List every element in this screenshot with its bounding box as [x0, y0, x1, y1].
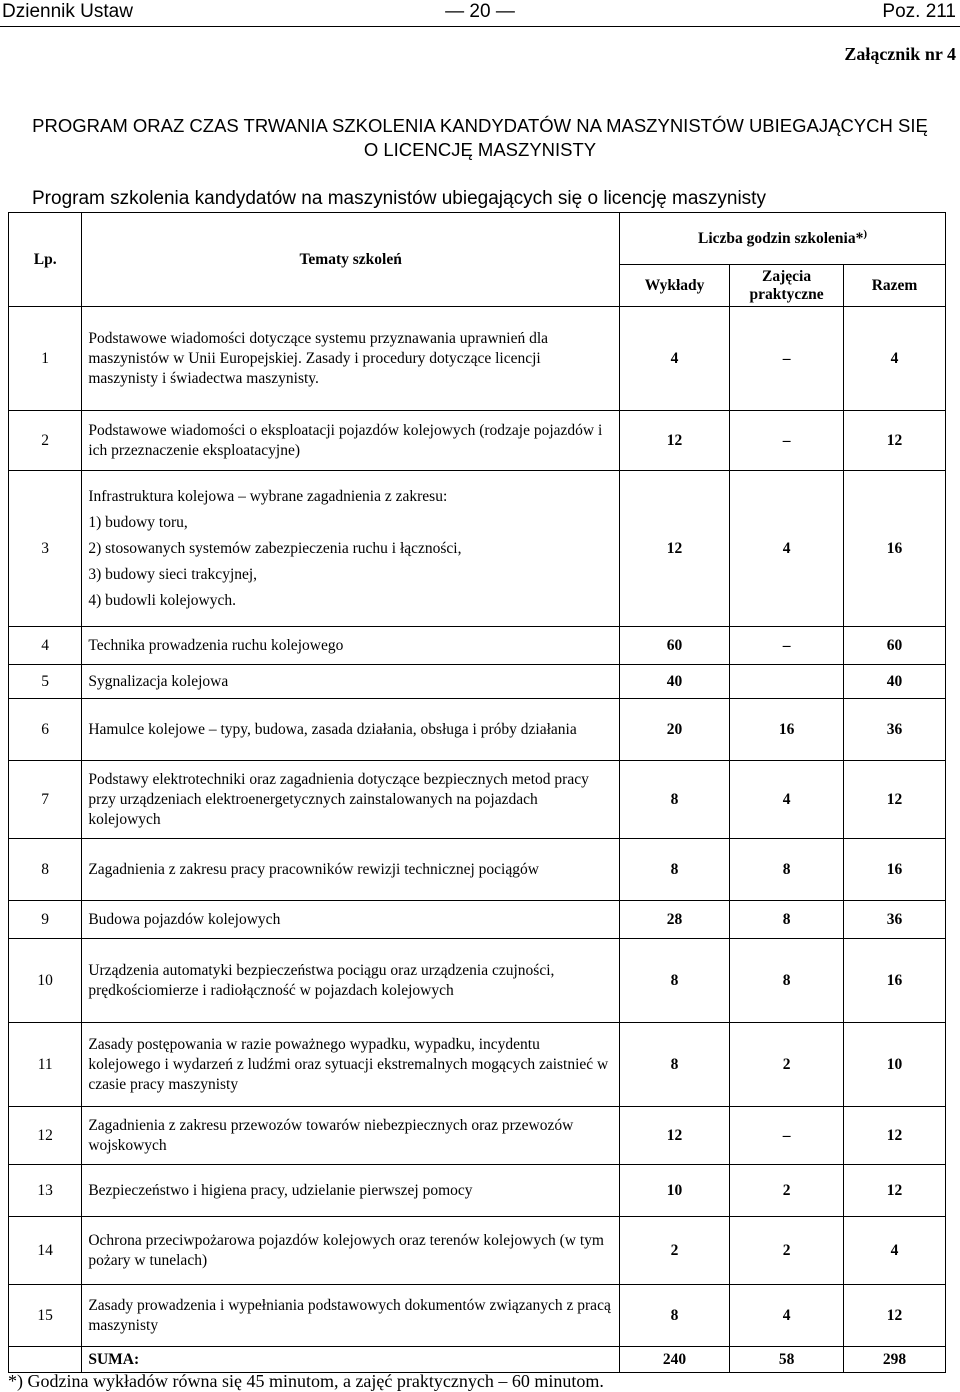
- table-row: [9, 665, 946, 699]
- row-practical: 4: [730, 471, 844, 627]
- row-topic: Sygnalizacja kolejowa: [82, 665, 620, 699]
- row-topic: Bezpieczeństwo i higiena pracy, udzielanie pierwszej pomocy: [82, 1165, 620, 1217]
- row-lp: 15: [9, 1285, 82, 1347]
- title-line-2: O LICENCJĘ MASZYNISTY: [363, 139, 597, 160]
- row-topic: [82, 471, 620, 627]
- sum-lectures: 240: [620, 1347, 730, 1373]
- row-lp: 5: [9, 665, 82, 699]
- header-lp: Lp.: [9, 213, 82, 307]
- row-practical: 8: [730, 939, 844, 1023]
- table-row: [9, 761, 946, 839]
- header-practical: Zajęcia praktyczne: [730, 265, 844, 307]
- list-item: 2) stosowanych systemów zabezpieczenia ruchu i łączności,: [88, 539, 462, 557]
- row-total: 12: [844, 411, 946, 471]
- row-topic: Zagadnienia z zakresu przewozów towarów niebezpiecznych oraz przewozów wojskowych: [82, 1107, 620, 1165]
- row-topic: Ochrona przeciwpożarowa pojazdów kolejowych oraz terenów kolejowych (w tym pożary w tunelach): [82, 1217, 620, 1285]
- table-row: [9, 1165, 946, 1217]
- table-row: [9, 939, 946, 1023]
- row-lectures: 8: [620, 939, 730, 1023]
- row-total: 16: [844, 471, 946, 627]
- annex-label: Załącznik nr 4: [844, 44, 956, 64]
- row-practical: –: [730, 307, 844, 411]
- program-subtitle: Program szkolenia kandydatów na maszynistów ubiegających się o licencję maszynisty: [32, 188, 766, 209]
- row-lectures: 10: [620, 1165, 730, 1217]
- row-practical: 2: [730, 1023, 844, 1107]
- position-number: Poz. 211: [882, 1, 956, 22]
- row-lp: 11: [9, 1023, 82, 1107]
- row-lp: 9: [9, 901, 82, 939]
- row-lectures: 8: [620, 1023, 730, 1107]
- header-hours-group-text: Liczba godzin szkolenia*: [698, 230, 864, 248]
- sum-lp-empty: [9, 1347, 82, 1373]
- row-topic: Podstawowe wiadomości dotyczące systemu przyznawania uprawnień dla maszynistów w Unii Europejskiej. Zasady i procedury dotyczące licencji maszynisty i świadectwa maszynisty.: [82, 307, 620, 411]
- sum-label: SUMA:: [82, 1347, 620, 1373]
- row-lectures: 12: [620, 411, 730, 471]
- sum-practical: 58: [730, 1347, 844, 1373]
- row-practical: 2: [730, 1217, 844, 1285]
- row-lectures: 12: [620, 1107, 730, 1165]
- header-hours-group: [620, 213, 946, 265]
- row-lectures: 60: [620, 627, 730, 665]
- sum-total: 298: [844, 1347, 946, 1373]
- row-topic: Podstawowe wiadomości o eksploatacji pojazdów kolejowych (rodzaje pojazdów i ich przeznaczenie eksploatacyjne): [82, 411, 620, 471]
- row-practical: 2: [730, 1165, 844, 1217]
- row-practical: 16: [730, 699, 844, 761]
- table-row: [9, 839, 946, 901]
- row-total: 16: [844, 939, 946, 1023]
- row-practical: 4: [730, 761, 844, 839]
- footnote-text: Godzina wykładów równa się 45 minutom, a zajęć praktycznych – 60 minutom.: [27, 1371, 604, 1391]
- row-lp: 1: [9, 307, 82, 411]
- row-lectures: 28: [620, 901, 730, 939]
- table-row: [9, 1107, 946, 1165]
- row-lp: 14: [9, 1217, 82, 1285]
- table-row: [9, 1217, 946, 1285]
- row-lp: 3: [9, 471, 82, 627]
- row-lectures: 8: [620, 839, 730, 901]
- page-number: — 20 —: [445, 1, 515, 22]
- row-practical: –: [730, 627, 844, 665]
- row-practical: 4: [730, 1285, 844, 1347]
- row-lectures: 12: [620, 471, 730, 627]
- title-line-1: PROGRAM ORAZ CZAS TRWANIA SZKOLENIA KANDYDATÓW NA MASZYNISTÓW UBIEGAJĄCYCH SIĘ: [32, 115, 928, 136]
- row-lp: 7: [9, 761, 82, 839]
- row-practical: 8: [730, 901, 844, 939]
- row-topic: Zasady postępowania w razie poważnego wypadku, wypadku, incydentu kolejowego i wydarzeń z ludźmi oraz sytuacji ekstremalnych mogących zaistnieć w czasie pracy maszynisty: [82, 1023, 620, 1107]
- table-row: [9, 411, 946, 471]
- row-lp: 8: [9, 839, 82, 901]
- row-topic: Technika prowadzenia ruchu kolejowego: [82, 627, 620, 665]
- table-row: [9, 1023, 946, 1107]
- row-lp: 2: [9, 411, 82, 471]
- row-practical: 8: [730, 839, 844, 901]
- table-row: [9, 627, 946, 665]
- footnote: [8, 1370, 604, 1392]
- row-total: 12: [844, 761, 946, 839]
- document-title: [0, 114, 960, 162]
- row-lp: 13: [9, 1165, 82, 1217]
- list-item: 3) budowy sieci trakcyjnej,: [88, 565, 258, 583]
- list-item: 1) budowy toru,: [88, 513, 188, 531]
- row-total: 12: [844, 1165, 946, 1217]
- row-topic: Podstawy elektrotechniki oraz zagadnienia dotyczące bezpiecznych metod pracy przy urządzeniach elektroenergetycznych zainstalowanych na pojazdach kolejowych: [82, 761, 620, 839]
- row-total: 36: [844, 901, 946, 939]
- row-topic: Budowa pojazdów kolejowych: [82, 901, 620, 939]
- header-topics: Tematy szkoleń: [82, 213, 620, 307]
- journal-name: Dziennik Ustaw: [2, 1, 133, 22]
- row-lp: 6: [9, 699, 82, 761]
- row-lectures: 2: [620, 1217, 730, 1285]
- row-lp: 10: [9, 939, 82, 1023]
- running-header: [0, 0, 960, 27]
- table-row: [9, 307, 946, 411]
- row-total: 40: [844, 665, 946, 699]
- row-practical: –: [730, 411, 844, 471]
- row-lectures: 20: [620, 699, 730, 761]
- row-topic: Zagadnienia z zakresu pracy pracowników rewizji technicznej pociągów: [82, 839, 620, 901]
- row-total: 4: [844, 307, 946, 411]
- row-lectures: 8: [620, 1285, 730, 1347]
- header-lectures: Wykłady: [620, 265, 730, 307]
- header-hours-footnote-mark: ): [863, 228, 868, 241]
- row-topic: Hamulce kolejowe – typy, budowa, zasada działania, obsługa i próby działania: [82, 699, 620, 761]
- row-total: 10: [844, 1023, 946, 1107]
- row-total: 16: [844, 839, 946, 901]
- row-topic: Urządzenia automatyki bezpieczeństwa pociągu oraz urządzenia czujności, prędkościomierze i radiołączność w pojazdach kolejowych: [82, 939, 620, 1023]
- table-row: [9, 901, 946, 939]
- row-total: 12: [844, 1107, 946, 1165]
- list-item: 4) budowli kolejowych.: [88, 591, 236, 609]
- row-lp: 4: [9, 627, 82, 665]
- table-row: [9, 1285, 946, 1347]
- row-lectures: 8: [620, 761, 730, 839]
- row-total: 36: [844, 699, 946, 761]
- row-topic: Zasady prowadzenia i wypełniania podstawowych dokumentów związanych z pracą maszynisty: [82, 1285, 620, 1347]
- row-total: 60: [844, 627, 946, 665]
- training-program-table: [8, 212, 946, 1373]
- sum-row: [9, 1347, 946, 1373]
- row-practical: –: [730, 1107, 844, 1165]
- row-total: 4: [844, 1217, 946, 1285]
- row-total: 12: [844, 1285, 946, 1347]
- table-row: [9, 471, 946, 627]
- header-total: Razem: [844, 265, 946, 307]
- row-topic-intro: Infrastruktura kolejowa – wybrane zagadnienia z zakresu:: [88, 487, 448, 505]
- row-lectures: 4: [620, 307, 730, 411]
- row-lp: 12: [9, 1107, 82, 1165]
- row-practical: [730, 665, 844, 699]
- footnote-mark: *): [8, 1371, 23, 1391]
- table-row: [9, 699, 946, 761]
- row-lectures: 40: [620, 665, 730, 699]
